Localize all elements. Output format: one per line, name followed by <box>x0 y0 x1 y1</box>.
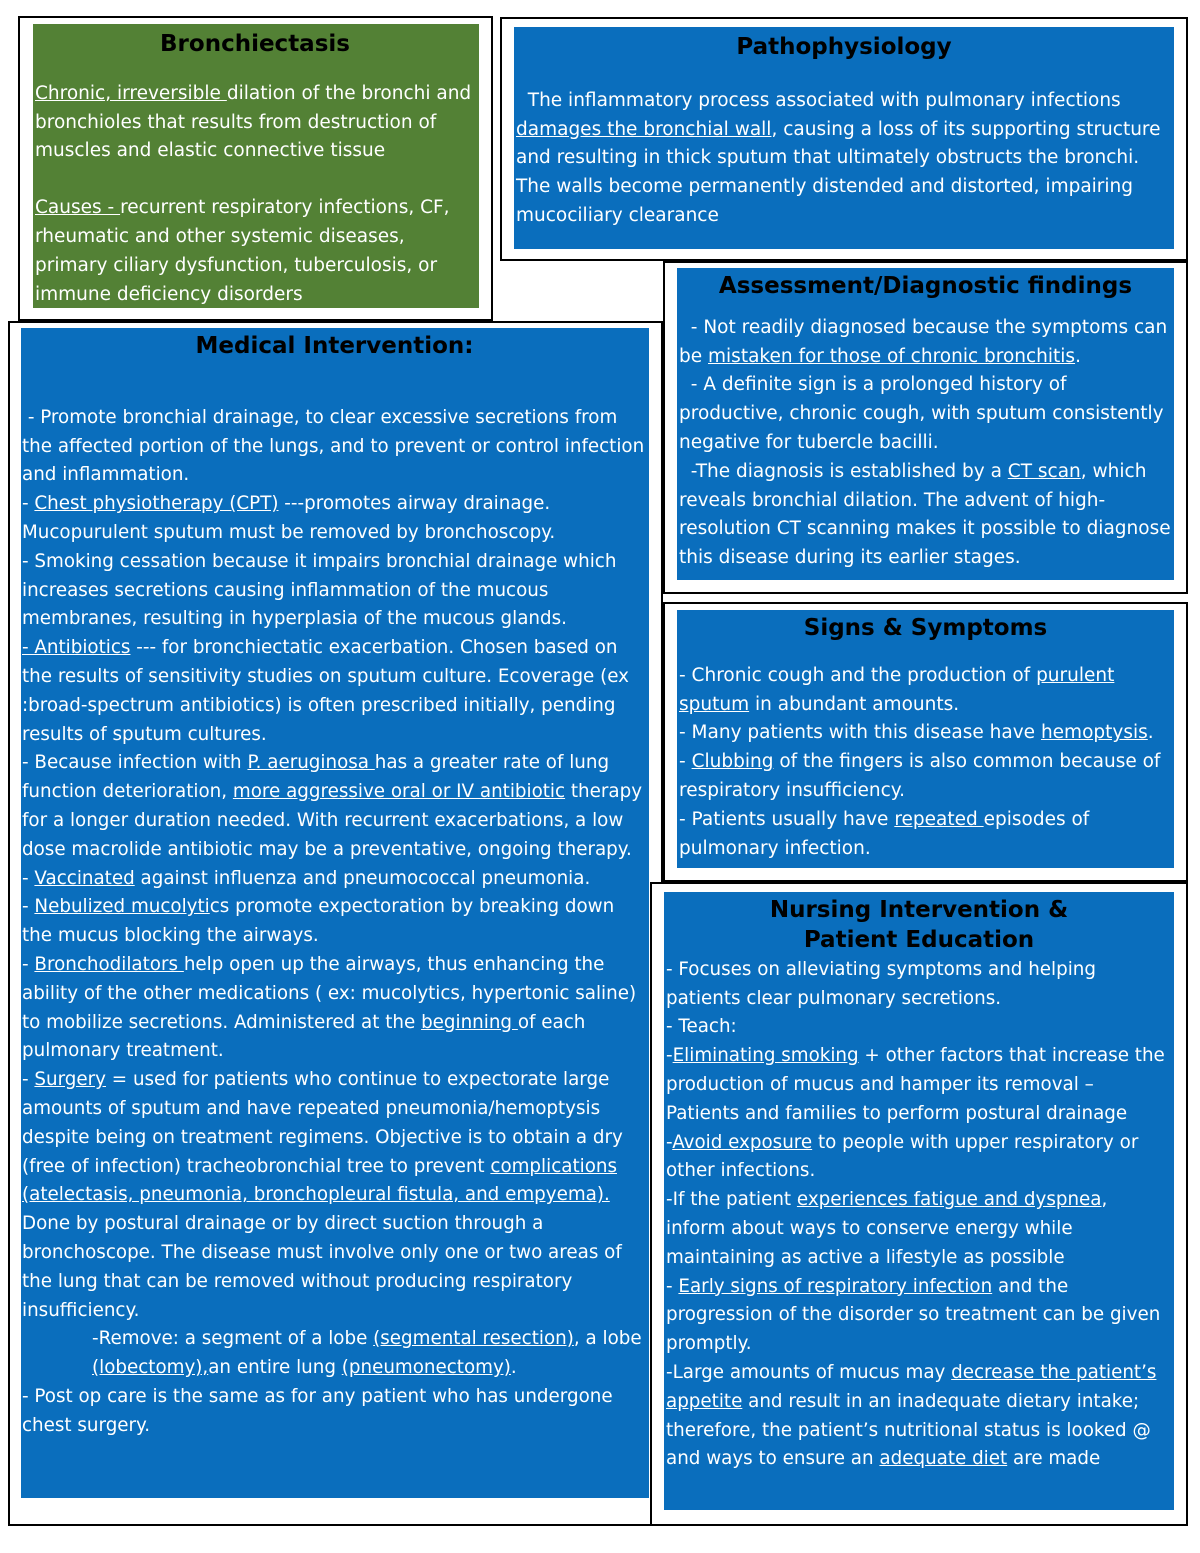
nursing-panel <box>664 892 1174 1510</box>
sign-2u: hemoptysis <box>1040 722 1148 744</box>
med-7u: Nebulized mucolyti <box>34 896 210 918</box>
med-8c: of each pulmonary treatment. <box>22 1011 586 1062</box>
nurse-6u: Early signs of respiratory infection <box>678 1275 993 1297</box>
sign-3a: - <box>679 751 692 773</box>
medical-item-4 <box>22 634 647 749</box>
bronchiectasis-causes <box>35 194 475 309</box>
nurse-7u2: adequate diet <box>879 1448 1008 1470</box>
sign-item-3 <box>679 748 1172 806</box>
nursing-item-1: - Focuses on alleviating symptoms and helping patients clear pulmonary secretions. <box>666 958 1096 1009</box>
pathophysiology-panel <box>514 27 1174 249</box>
medical-item-3: - Smoking cessation because it impairs bronchial drainage which increases secretions causing inflammation of the mucous membranes, resulting in hyperplasia of the mucous glands. <box>22 550 617 630</box>
sign-2b: . <box>1147 722 1154 744</box>
assess-3u: CT scan <box>1007 460 1081 482</box>
assess-1a: - Not readily diagnosed because the symptoms can be <box>679 316 1174 367</box>
assessment-title: Assessment/Diagnostic findings <box>718 273 1133 299</box>
assess-1b: . <box>1075 345 1081 367</box>
medical-item-6 <box>22 865 647 894</box>
nurse-5u: experiences fatigue and dyspnea <box>796 1189 1102 1211</box>
med-9u: Surgery <box>34 1069 106 1091</box>
medical-item-1: - Promote bronchial drainage, to clear excessive secretions from the affected portion of the lungs, and to prevent or control infection and inflammation. <box>22 406 651 486</box>
med-9c: Done by postural drainage or by direct suction through a bronchoscope. The disease must involve only one or two areas of the lung that can be removed without producing respiratory insufficiency. <box>22 1213 622 1321</box>
bronchiectasis-panel <box>33 24 479 308</box>
medical-item-10 <box>22 1325 647 1383</box>
medical-item-7 <box>22 893 647 951</box>
assessment-item-3 <box>679 458 1172 573</box>
nurse-4a: - <box>666 1131 673 1153</box>
nurse-7u: decrease the patient’s appetite <box>666 1361 1157 1412</box>
assess-1u: mistaken for those of chronic bronchitis <box>708 345 1076 367</box>
med-7a: - <box>22 896 35 918</box>
patho-rest: , causing a loss of its supporting structure and resulting in thick sputum that ultimately obstructs the bronchi. The walls become permanently distended and distorted, impairing mucociliary clearance <box>516 118 1161 227</box>
nurse-4u: Avoid exposure <box>672 1131 813 1153</box>
med-10c: an entire lung <box>208 1357 342 1379</box>
sign-item-4 <box>679 806 1172 864</box>
med-8u: Bronchodilators <box>34 954 184 976</box>
med-8u2: beginning <box>421 1011 518 1033</box>
nursing-item-4 <box>666 1129 1172 1187</box>
sign-4a: - Patients usually have <box>679 808 895 830</box>
med-6b: against influenza and pneumococcal pneumonia. <box>134 867 591 889</box>
med-10u3: (pneumonectomy) <box>341 1357 511 1379</box>
medical-item-11: - Post op care is the same as for any patient who has undergone chest surgery. <box>22 1385 613 1436</box>
nursing-item-7 <box>666 1359 1172 1474</box>
patho-underlined: damages the bronchial wall <box>516 118 772 140</box>
signs-body <box>679 662 1172 864</box>
sign-4b: episodes of pulmonary infection. <box>679 808 1090 859</box>
nurse-6b: and the progression of the disorder so treatment can be given promptly. <box>666 1275 1161 1355</box>
sign-3u: Clubbing <box>691 751 774 773</box>
med-5b: has a greater rate of lung function deterioration, <box>22 752 610 803</box>
assessment-item-1 <box>679 314 1172 372</box>
medical-item-8 <box>22 951 647 1066</box>
med-2u: Chest physiotherapy (CPT) <box>34 493 279 515</box>
med-9u2: complications (atelectasis, pneumonia, bronchopleural fistula, and empyema). <box>22 1155 617 1206</box>
med-6u: Vaccinated <box>34 867 135 889</box>
med-10d: . <box>510 1357 517 1379</box>
sign-item-2 <box>679 719 1172 748</box>
definition-text: dilation of the bronchi and bronchioles that results from destruction of muscles and elastic connective tissue <box>35 82 472 162</box>
sign-3b: of the fingers is also common because of respiratory insufficiency. <box>679 751 1161 802</box>
med-9b: = used for patients who continue to expectorate large amounts of sputum and have repeated pneumonia/hemoptysis despite being on treatment regimens. Objective is to obtain a dry (free of infection) tracheobronchial tree to prevent <box>22 1069 623 1177</box>
signs-title: Signs & Symptoms <box>803 615 1048 641</box>
nurse-3u: Eliminating smoking <box>672 1045 859 1067</box>
nursing-title-line-2: Patient Education <box>803 926 1035 953</box>
nurse-4b: to people with upper respiratory or other infections. <box>666 1131 1139 1182</box>
nurse-3a: - <box>666 1045 673 1067</box>
medical-item-2 <box>22 490 647 548</box>
pathophysiology-title: Pathophysiology <box>736 34 952 60</box>
med-2a: - <box>22 493 35 515</box>
med-5u2: more aggressive oral or IV antibiotic <box>232 781 566 803</box>
pathophysiology-text <box>516 87 1172 231</box>
med-10b: , a lobe <box>573 1328 642 1350</box>
bronchiectasis-definition <box>35 80 475 166</box>
pathophysiology-body <box>516 87 1172 231</box>
nurse-7a: -Large amounts of mucus may <box>666 1361 952 1383</box>
nurse-5a: -If the patient <box>666 1189 797 1211</box>
nursing-item-6 <box>666 1273 1172 1359</box>
medical-item-5 <box>22 749 647 864</box>
sign-item-1 <box>679 662 1172 720</box>
assessment-body <box>679 314 1172 573</box>
med-2b: ---promotes airway drainage. Mucopurulent sputum must be removed by bronchoscopy. <box>22 493 556 544</box>
med-10a: -Remove: a segment of a lobe <box>92 1328 374 1350</box>
sign-1a: - Chronic cough and the production of <box>679 664 1037 686</box>
medical-panel <box>21 328 649 1498</box>
med-4b: --- for bronchiectatic exacerbation. Chosen based on the results of sensitivity studies on sputum culture. Ecoverage (ex :broad-spectrum antibiotics) is often prescribed initially, pending results of sputum cultures. <box>22 637 629 745</box>
nurse-6a: - <box>666 1275 679 1297</box>
assessment-panel <box>677 268 1174 580</box>
med-4u: - Antibiotics <box>22 637 131 659</box>
med-10u2: (lobectomy), <box>92 1357 209 1379</box>
med-8a: - <box>22 954 35 976</box>
patho-intro: The inflammatory process associated with pulmonary infections <box>516 89 1127 111</box>
medical-item-9 <box>22 1066 647 1325</box>
medical-body <box>22 404 651 1441</box>
med-9a: - <box>22 1069 35 1091</box>
med-5c: therapy for a longer duration needed. With recurrent exacerbations, a low dose macrolide antibiotic may be a preventative, ongoing therapy. <box>22 781 643 860</box>
signs-panel <box>677 610 1174 868</box>
assess-3b: , which reveals bronchial dilation. The advent of high-resolution CT scanning makes it possible to diagnose this disease during its earlier stages. <box>679 460 1171 569</box>
nurse-3b: + other factors that increase the production of mucus and hamper its removal – Patients and families to perform postural drainage <box>666 1045 1165 1124</box>
causes-label: Causes - <box>35 197 121 219</box>
causes-text: recurrent respiratory infections, CF, rheumatic and other systemic diseases, primary ciliary dysfunction, tuberculosis, or immune deficiency disorders <box>35 197 450 305</box>
med-10u1: (segmental resection) <box>373 1328 574 1350</box>
medical-title: Medical Intervention: <box>195 333 474 359</box>
nursing-item-5 <box>666 1186 1172 1272</box>
definition-underlined: Chronic, irreversible <box>35 82 227 104</box>
med-5a: - Because infection with <box>22 752 248 774</box>
nurse-7b: and result in an inadequate dietary intake; therefore, the patient’s nutritional status is looked @ and ways to ensure an <box>666 1390 1151 1470</box>
nurse-7c: are made <box>1007 1448 1101 1470</box>
nursing-title-line-1: Nursing Intervention & <box>769 897 1069 923</box>
med-8b: help open up the airways, thus enhancing the ability of the other medications ( ex: mucolytics, hypertonic saline) to mobilize secretions. Administered at the <box>22 954 637 1033</box>
med-7b: cs promote expectoration by breaking down the mucus blocking the airways. <box>22 896 615 947</box>
sign-4u: repeated <box>894 808 984 830</box>
assess-3a: -The diagnosis is established by a <box>679 460 1008 482</box>
bronchiectasis-body <box>35 80 475 310</box>
nurse-5b: , inform about ways to conserve energy while maintaining as active a lifestyle as possible <box>666 1189 1108 1268</box>
nursing-item-3 <box>666 1042 1172 1128</box>
med-5u1: P. aeruginosa <box>247 752 375 774</box>
assessment-item-2: - A definite sign is a prolonged history of productive, chronic cough, with sputum consistently negative for tubercle bacilli. <box>679 374 1170 454</box>
sign-1b: in abundant amounts. <box>749 693 960 715</box>
bronchiectasis-title: Bronchiectasis <box>160 31 350 57</box>
sign-2a: - Many patients with this disease have <box>679 722 1041 744</box>
nursing-item-2: - Teach: <box>666 1016 737 1038</box>
sign-1u: purulent sputum <box>679 664 1115 715</box>
nursing-body <box>666 956 1172 1474</box>
med-6a: - <box>22 867 35 889</box>
